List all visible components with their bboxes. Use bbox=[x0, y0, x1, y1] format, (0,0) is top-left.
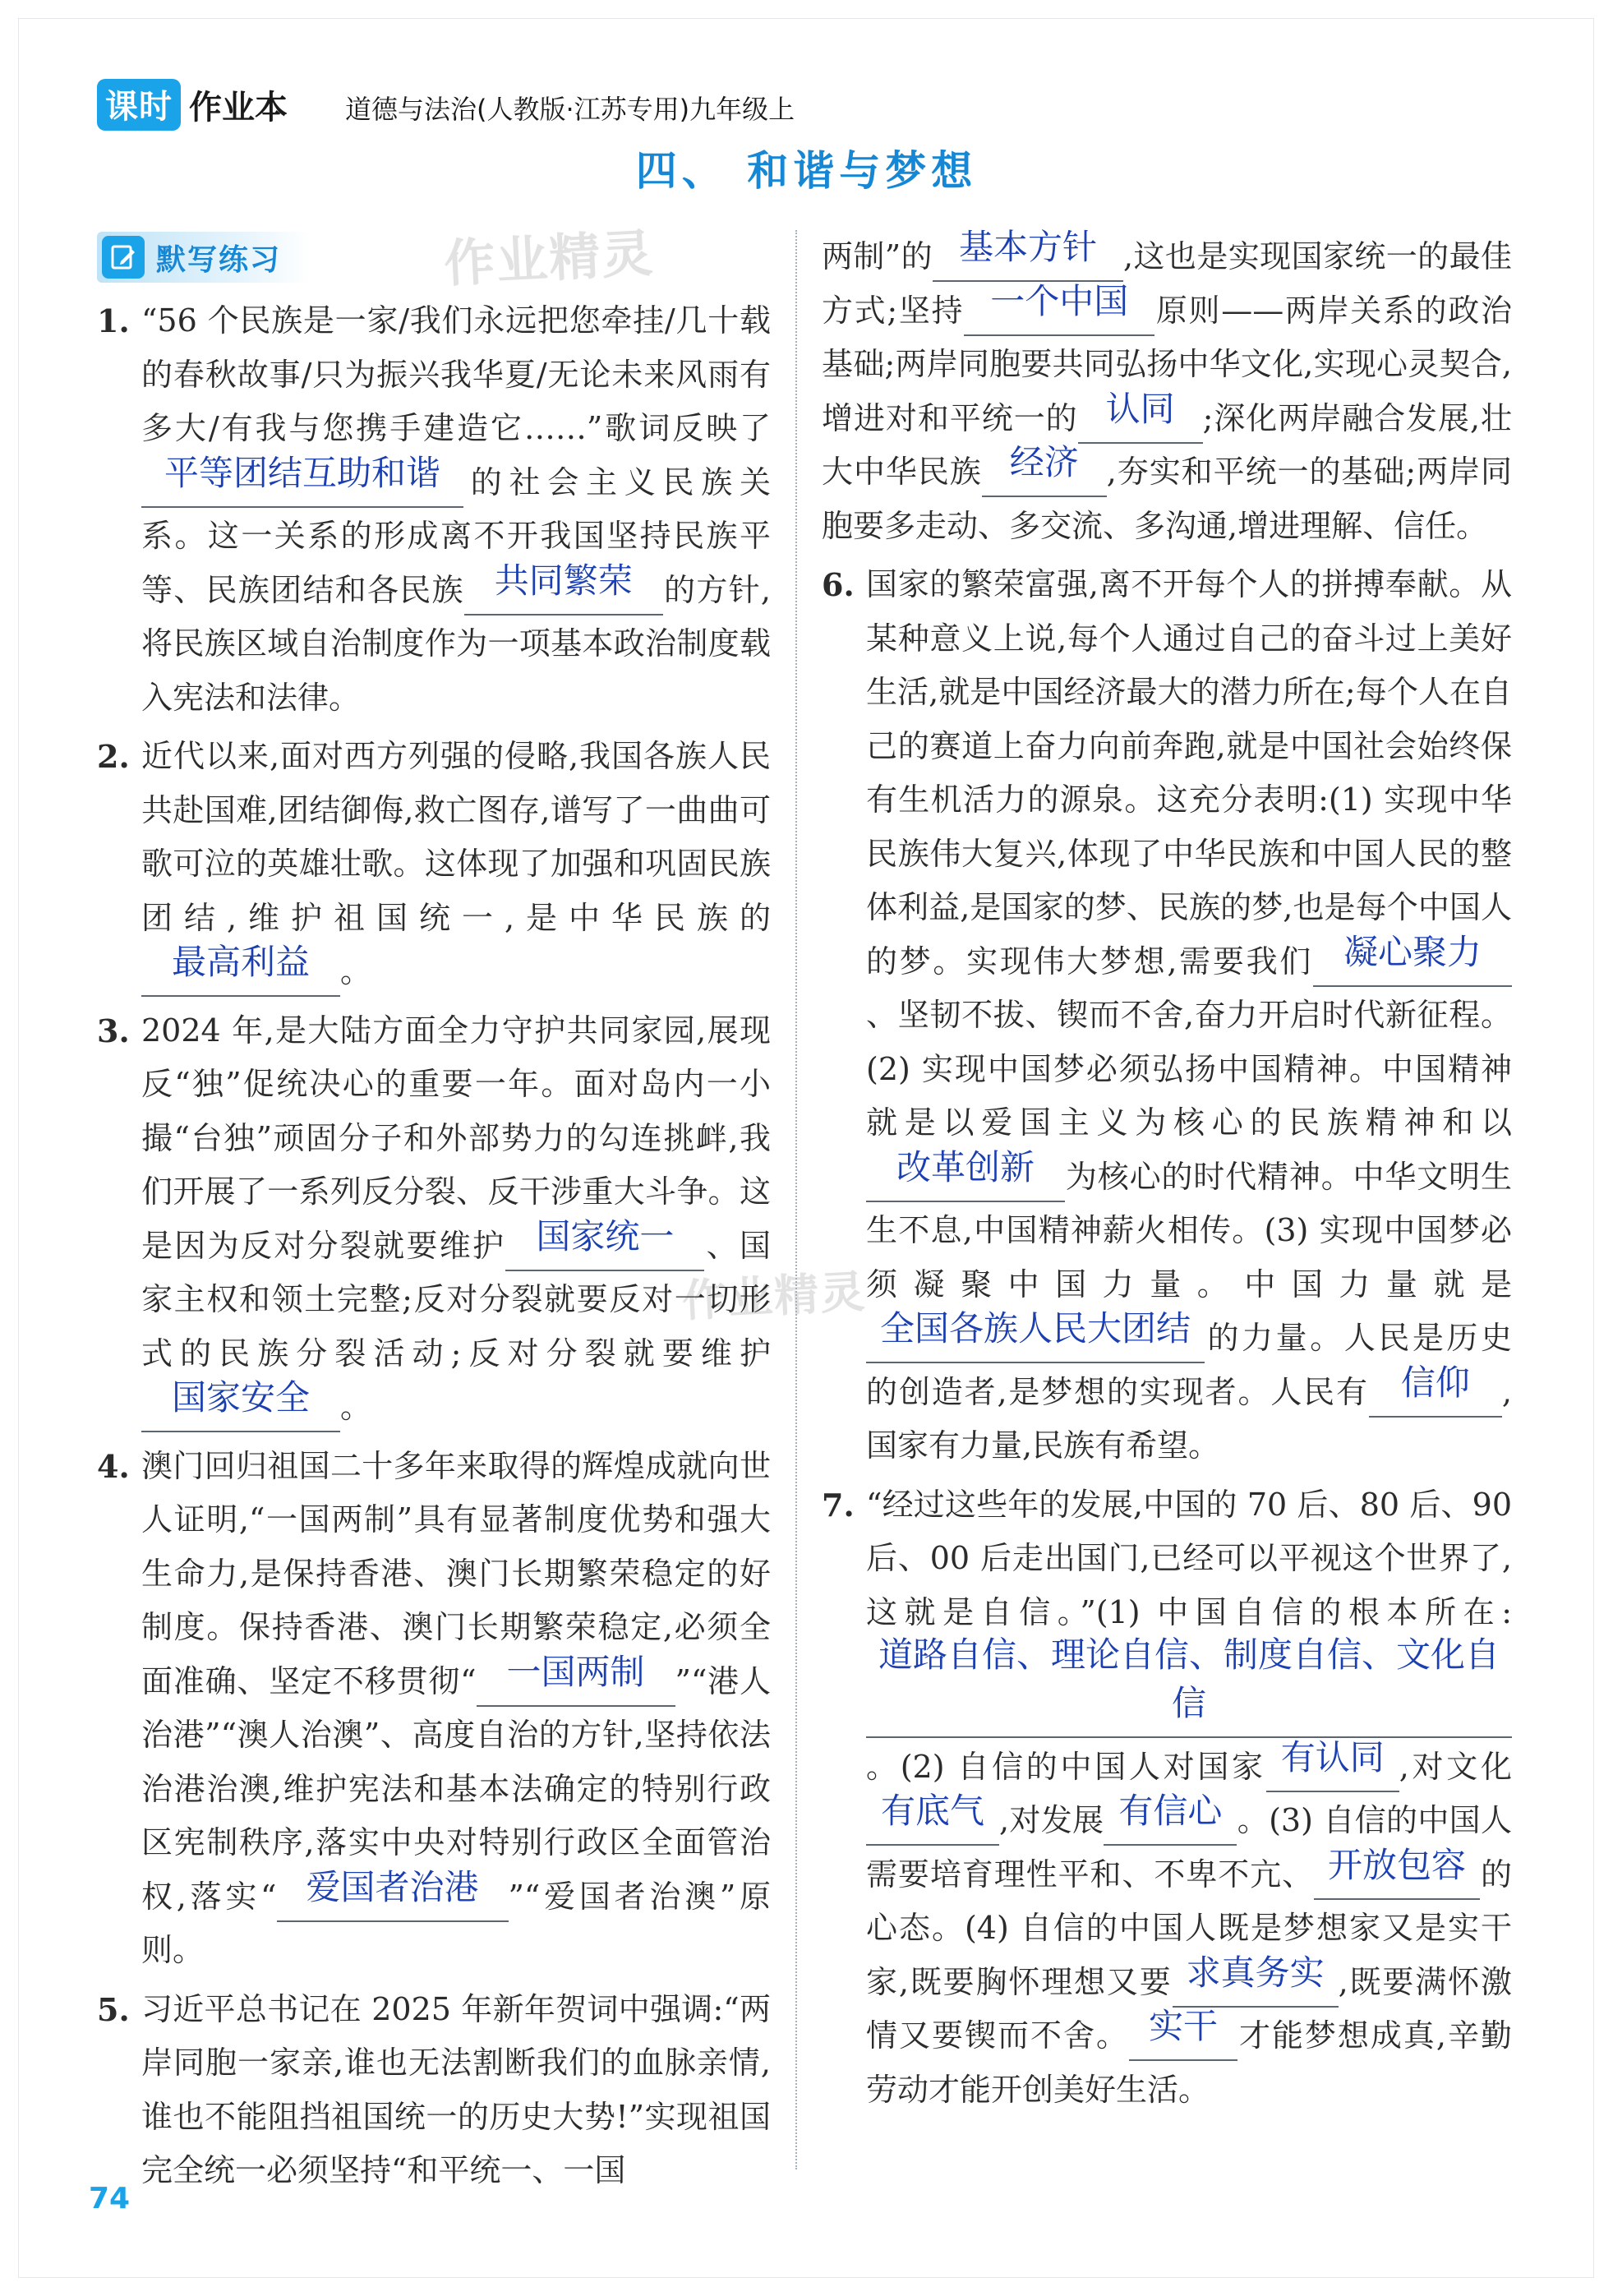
answer: 共同繁荣 bbox=[494, 560, 633, 601]
answer-blank bbox=[277, 1866, 509, 1922]
answer: 国家统一 bbox=[536, 1215, 675, 1256]
answer-blank bbox=[141, 452, 463, 508]
answer: 最高利益 bbox=[171, 942, 310, 982]
page-title: 四、 和谐与梦想 bbox=[635, 147, 978, 195]
question-text: ,夯实和平统一的基础;两岸同胞要多走动、多交流、多沟通,增进理解、信任。 bbox=[822, 454, 1512, 544]
question-text: 澳门回归祖国二十多年来取得的辉煌成就向世人证明,“一国两制”具有显著制度优势和强大生命力,是保持香港、澳门长期繁荣稳定的好制度。保持香港、澳门长期繁荣稳定,必须全面准确、坚定不移贯彻“ bbox=[141, 1447, 771, 1699]
question-number: 2. bbox=[97, 738, 130, 775]
section-label: 默写练习 bbox=[156, 242, 282, 277]
question-5 bbox=[97, 1983, 771, 2198]
answer: 国家安全 bbox=[171, 1377, 310, 1418]
answer-blank bbox=[866, 1146, 1065, 1202]
question-number: 7. bbox=[822, 1486, 855, 1524]
answer: 爱国者治港 bbox=[306, 1866, 479, 1907]
question-text: 的心态。(4) 自信的中国人既是梦想家又是实干家,既要胸怀理想又要 bbox=[866, 1856, 1512, 2000]
question-text: “56 个民族是一家/我们永远把您牵挂/几十载的春秋故事/只为振兴我华夏/无论未来风雨有多大/有我与您携手建造它……”歌词反映了 bbox=[141, 302, 771, 446]
question-4 bbox=[97, 1440, 771, 1978]
question-text: 国家的繁荣富强,离不开每个人的拼搏奉献。从某种意义上说,每个人通过自己的奋斗过上美好生活,就是中国经济最大的潜力所在;每个人在自己的赛道上奋力向前奔跑,就是中国社会始终保有生机活力的源泉。这充分表明:(1) 实现中华民族伟大复兴,体现了中华民族和中国人民的整体利益,是国家的梦、民族的梦,也是每个中国人的梦。实现伟大梦想,需要我们 bbox=[866, 566, 1512, 980]
page-number: 74 bbox=[89, 2182, 131, 2215]
question-text: 近代以来,面对西方列强的侵略,我国各族人民共赴国难,团结御侮,救亡图存,谱写了一曲曲可歌可泣的英雄壮歌。这体现了加强和巩固民族团结,维护祖国统一,是中华民族的 bbox=[141, 738, 771, 936]
answer-blank bbox=[505, 1215, 704, 1271]
left-column bbox=[97, 230, 771, 2198]
question-text: 习近平总书记在 2025 年新年贺词中强调:“两岸同胞一家亲,谁也无法割断我们的血脉亲情,谁也不能阻挡祖国统一的历史大势!”实现祖国完全统一必须坚持“和平统一、一国 bbox=[141, 1990, 771, 2188]
answer: 求真务实 bbox=[1186, 1952, 1325, 1993]
answer: 平等团结互助和谐 bbox=[164, 452, 440, 493]
answer-blank bbox=[1104, 1791, 1237, 1846]
question-number: 3. bbox=[97, 1012, 130, 1049]
answer-blank bbox=[1314, 1844, 1480, 1900]
question-5-continued bbox=[777, 227, 1512, 553]
brand-logo bbox=[97, 79, 288, 130]
question-text: 才能梦想成真,辛勤劳动才能开创美好生活。 bbox=[866, 2017, 1512, 2108]
answer-blank bbox=[866, 1634, 1512, 1738]
question-number: 6. bbox=[822, 566, 855, 603]
question-text: 。(3) 自信的中国人需要培育理性平和、不卑不亢、 bbox=[866, 1802, 1512, 1893]
brand-badge: 课时 bbox=[97, 79, 181, 131]
question-text: 的社会主义民族关系。这一关系的形成离不开我国坚持民族平等、民族团结和各民族 bbox=[141, 463, 771, 608]
question-text: 。 bbox=[340, 1389, 372, 1425]
question-1 bbox=[97, 294, 771, 725]
question-text: 、国家主权和领土完整;反对分裂就要反对一切形式的民族分裂活动;反对分裂就要维护 bbox=[141, 1227, 771, 1372]
answer-blank bbox=[964, 280, 1154, 336]
answer-blank bbox=[1266, 1736, 1399, 1792]
answer: 一国两制 bbox=[506, 1651, 645, 1692]
answer-blank bbox=[866, 1308, 1205, 1363]
answer: 认同 bbox=[1105, 388, 1175, 429]
brand-name: 作业本 bbox=[189, 88, 288, 127]
question-text: 2024 年,是大陆方面全力守护共同家园,展现反“独”促统决心的重要一年。面对岛内一小撮“台独”顽固分子和外部势力的勾连挑衅,我们开展了一系列反分裂、反干涉重大斗争。这是因为反对分裂就要维护 bbox=[141, 1012, 771, 1264]
answer-blank bbox=[866, 1791, 999, 1846]
answer: 有底气 bbox=[880, 1791, 984, 1831]
question-2 bbox=[97, 730, 771, 999]
answer: 经济 bbox=[1009, 442, 1079, 482]
answer-blank bbox=[1313, 931, 1512, 987]
question-number: 4. bbox=[97, 1447, 130, 1485]
answer-blank bbox=[982, 442, 1107, 497]
watermark: 作业精灵 bbox=[442, 223, 657, 294]
answer-blank bbox=[1129, 2006, 1237, 2061]
question-text: ”“爱国者治澳”原则。 bbox=[141, 1878, 772, 1968]
question-number: 1. bbox=[97, 302, 130, 339]
answer: 实干 bbox=[1148, 2006, 1218, 2046]
question-text: ,国家有力量,民族有希望。 bbox=[866, 1373, 1512, 1464]
question-text: 的力量。人民是历史的创造者,是梦想的实现者。人民有 bbox=[866, 1320, 1512, 1410]
question-text: 、坚韧不拔、锲而不舍,奋力开启时代新征程。(2) 实现中国梦必须弘扬中国精神。中国精神就是以爱国主义为核心的民族精神和以 bbox=[866, 997, 1512, 1141]
answer: 开放包容 bbox=[1328, 1844, 1467, 1885]
question-number: 5. bbox=[97, 1990, 130, 2028]
right-column bbox=[822, 227, 1512, 2117]
answer: 有认同 bbox=[1280, 1736, 1385, 1777]
subject-line: 道德与法治(人教版·江苏专用)九年级上 bbox=[345, 94, 795, 125]
watermark: 作业精灵 bbox=[680, 1266, 868, 1327]
answer-blank bbox=[1369, 1362, 1502, 1418]
question-text: 。 bbox=[340, 953, 372, 989]
question-text: 的方针,将民族区域自治制度作为一项基本政治制度载入宪法和法律。 bbox=[141, 571, 771, 716]
answer: 基本方针 bbox=[959, 227, 1098, 267]
answer: 全国各族人民大团结 bbox=[879, 1308, 1191, 1349]
question-text: ,对发展 bbox=[999, 1802, 1104, 1838]
answer: 凝心聚力 bbox=[1343, 931, 1482, 972]
question-text: 两制”的 bbox=[822, 238, 933, 274]
question-7 bbox=[822, 1478, 1512, 2118]
question-3 bbox=[97, 1004, 771, 1435]
answer-blank bbox=[464, 560, 663, 615]
answer-blank bbox=[141, 942, 340, 997]
question-6 bbox=[822, 558, 1512, 1473]
question-text: ,既要满怀激情又要锲而不舍。 bbox=[866, 1963, 1512, 2054]
answer-blank bbox=[1078, 388, 1203, 444]
answer-blank bbox=[141, 1377, 340, 1432]
answer: 道路自信、理论自信、制度自信、文化自信 bbox=[878, 1634, 1500, 1723]
question-text: ;深化两岸融合发展,壮大中华民族 bbox=[822, 399, 1512, 490]
answer: 一个中国 bbox=[990, 280, 1129, 321]
question-text: ,这也是实现国家统一的最佳方式;坚持 bbox=[822, 238, 1512, 329]
question-text: 为核心的时代精神。中华文明生生不息,中国精神薪火相传。(3) 实现中国梦必须凝聚中国力量。中国力量就是 bbox=[866, 1158, 1512, 1302]
answer: 有信心 bbox=[1118, 1791, 1223, 1831]
question-text: 原则——两岸关系的政治基础;两岸同胞要共同弘扬中华文化,实现心灵契合,增进对和平统一的 bbox=[822, 292, 1512, 436]
answer-blank bbox=[933, 227, 1123, 282]
answer-blank bbox=[1173, 1952, 1339, 2008]
question-text: ”“港人治港”“澳人治澳”、高度自治的方针,坚持依法治港治澳,维护宪法和基本法确定的特别行政区宪制秩序,落实中央对特别行政区全面管治权,落实“ bbox=[141, 1662, 771, 1915]
answer-blank bbox=[477, 1651, 675, 1707]
answer: 改革创新 bbox=[896, 1146, 1035, 1187]
question-text: 。(2) 自信的中国人对国家 bbox=[866, 1748, 1266, 1785]
question-text: ,对文化 bbox=[1399, 1748, 1512, 1785]
answer: 信仰 bbox=[1400, 1362, 1470, 1403]
question-text: “经过这些年的发展,中国的 70 后、80 后、90 后、00 后走出国门,已经可以平视这个世界了,这就是自信。”(1) 中国自信的根本所在: bbox=[866, 1486, 1512, 1630]
